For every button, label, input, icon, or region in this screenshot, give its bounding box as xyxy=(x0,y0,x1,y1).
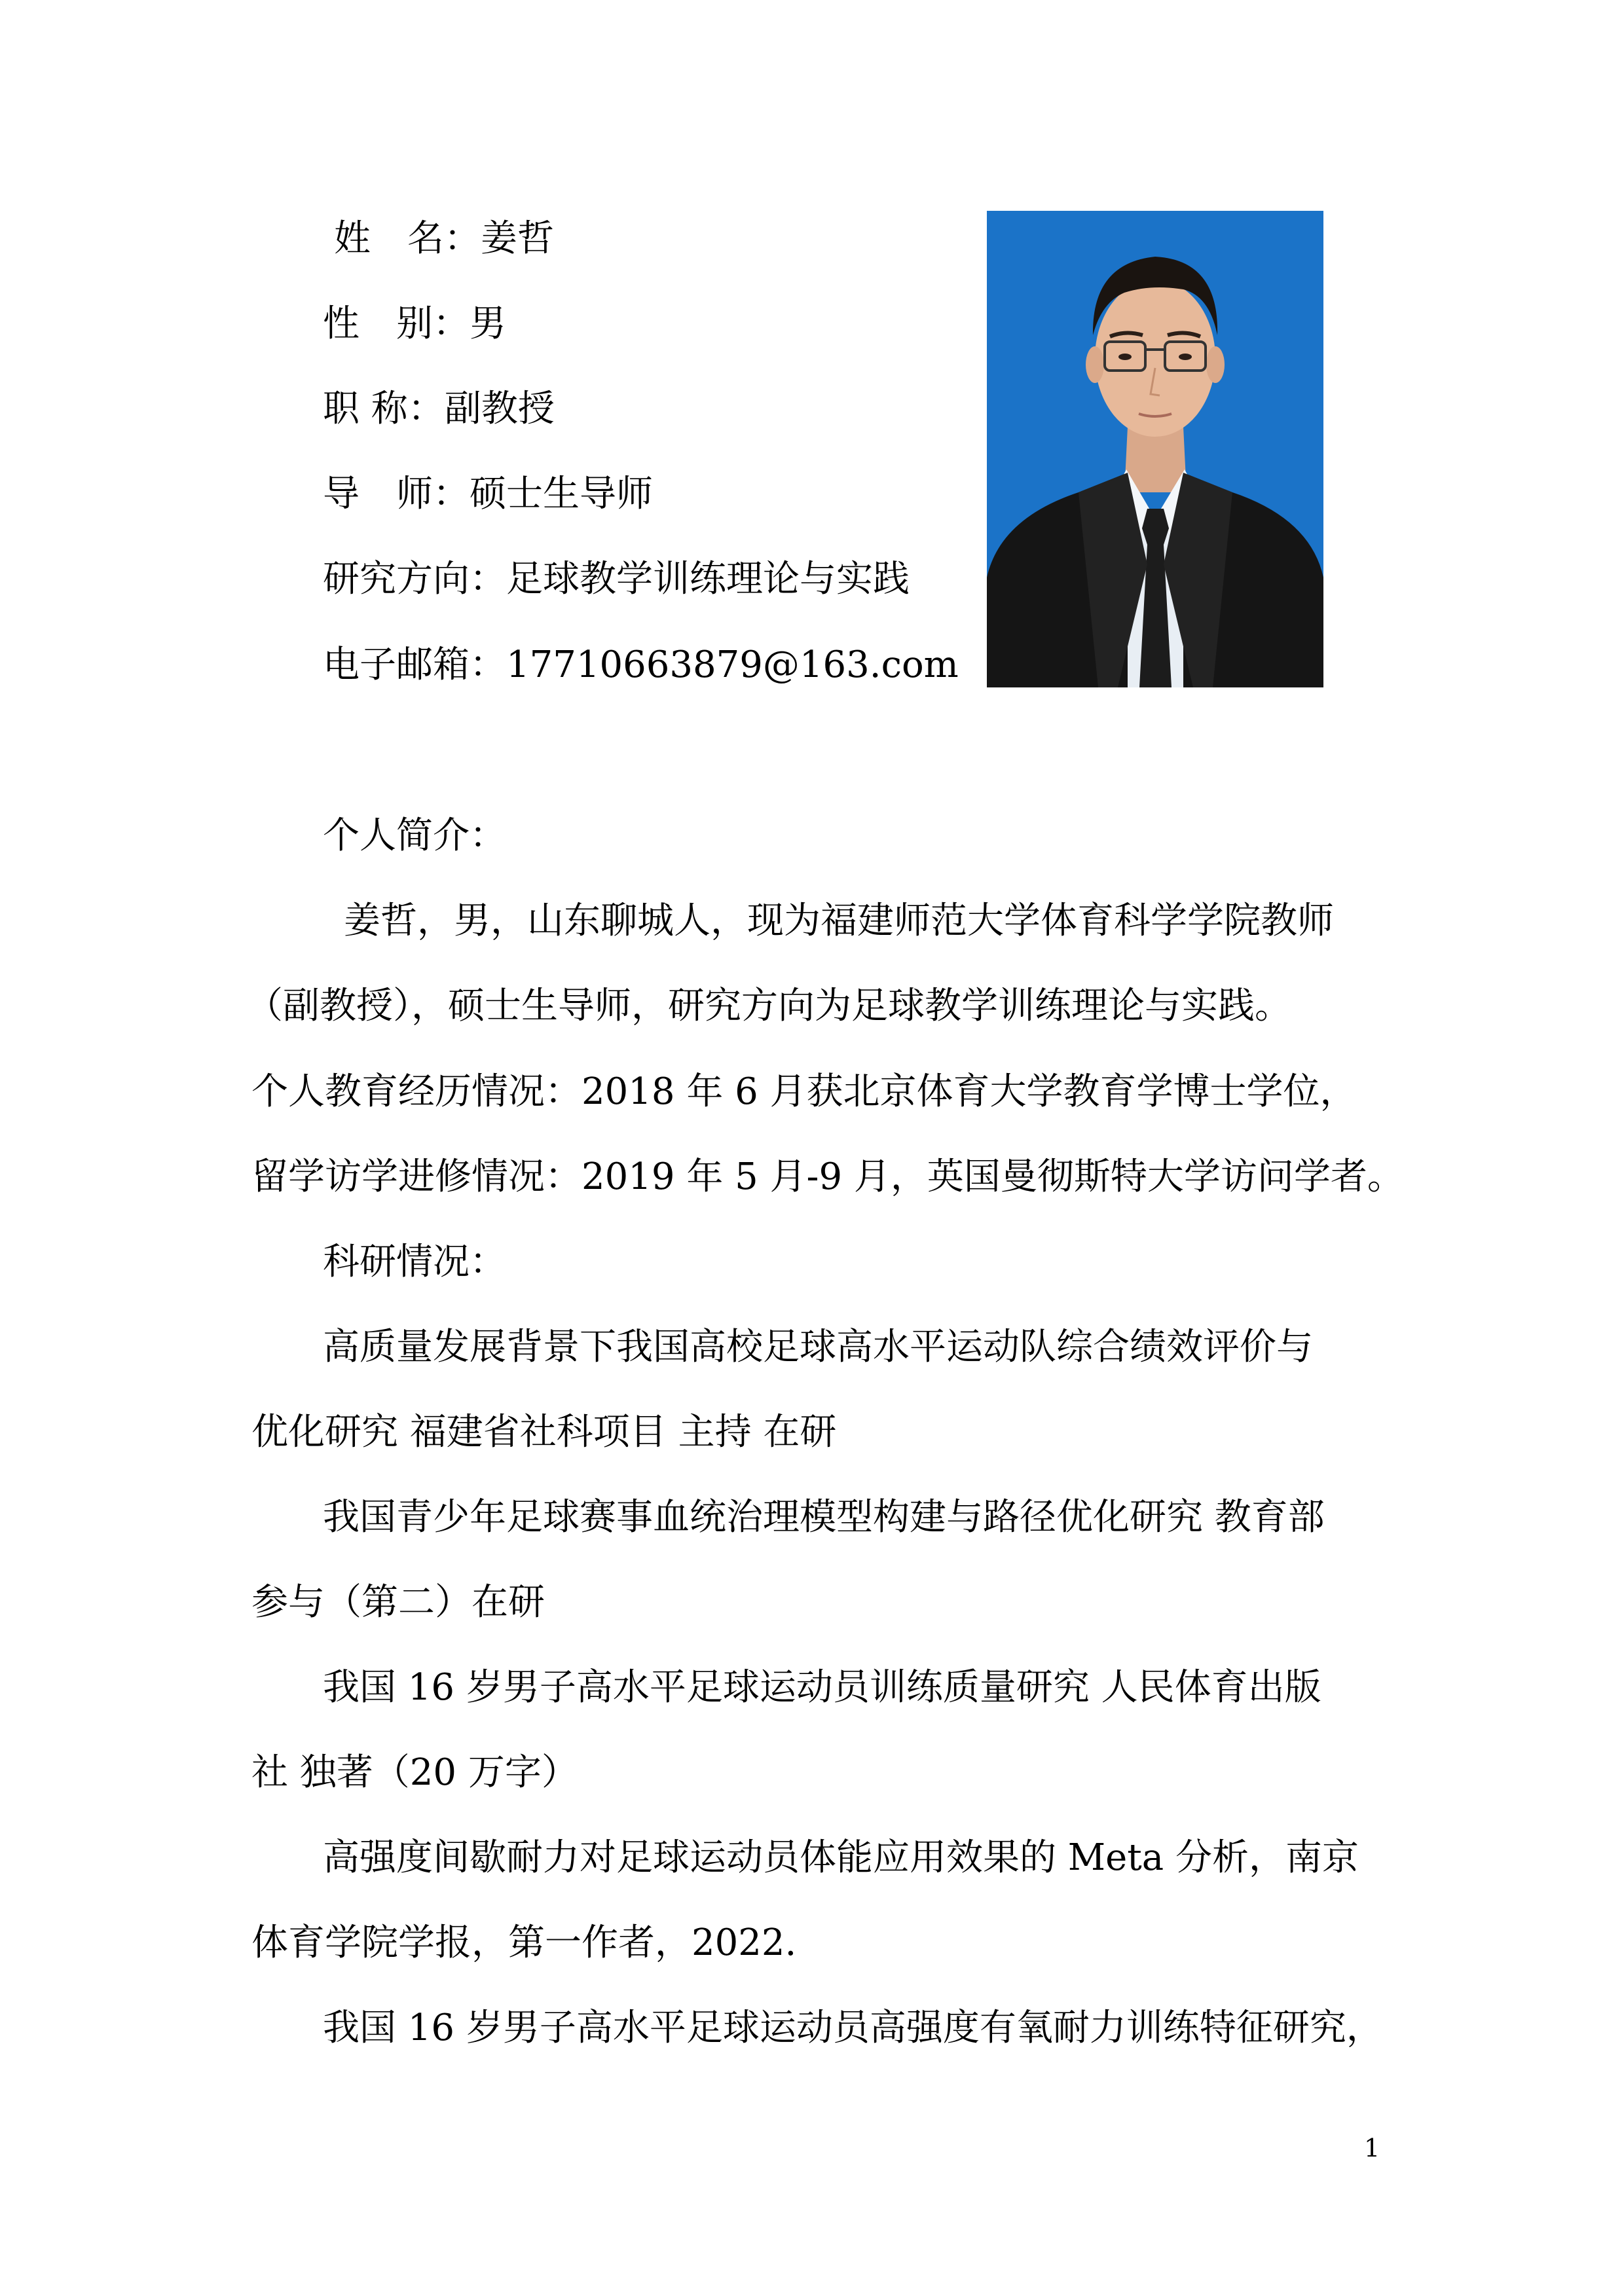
research-item-3-line-2: 社 独著（20 万字） xyxy=(251,1751,578,1794)
intro-line-1: 姜哲，男，山东聊城人，现为福建师范大学体育科学学院教师 xyxy=(344,900,1334,942)
intro-line-2: （副教授），硕士生导师，研究方向为足球教学训练理论与实践。 xyxy=(246,985,1291,1027)
gender-label: 性 别： xyxy=(323,302,470,345)
research-direction-value: 足球教学训练理论与实践 xyxy=(506,558,910,600)
abroad-study-line: 留学访学进修情况：2019 年 5 月-9 月，英国曼彻斯特大学访问学者。 xyxy=(251,1156,1404,1198)
portrait-illustration xyxy=(987,211,1323,687)
education-line: 个人教育经历情况：2018 年 6 月获北京体育大学教育学博士学位， xyxy=(251,1070,1357,1113)
gender-value: 男 xyxy=(470,302,506,345)
email-value: 17710663879@163.com xyxy=(506,644,959,686)
research-item-5-line-1: 我国 16 岁男子高水平足球运动员高强度有氧耐力训练特征研究， xyxy=(323,2007,1383,2049)
gender-row xyxy=(323,302,506,345)
name-label: 姓 名： xyxy=(334,217,481,260)
research-heading: 科研情况： xyxy=(323,1241,506,1283)
advisor-label: 导 师： xyxy=(323,473,470,515)
research-item-1-line-1: 高质量发展背景下我国高校足球高水平运动队综合绩效评价与 xyxy=(323,1326,1313,1368)
advisor-value: 硕士生导师 xyxy=(470,473,653,515)
profile-heading: 个人简介： xyxy=(323,814,506,857)
title-row xyxy=(323,388,555,430)
eye-left xyxy=(1118,354,1132,360)
page-number: 1 xyxy=(1364,2134,1380,2162)
face xyxy=(1095,280,1215,437)
eye-right xyxy=(1179,354,1192,360)
title-label: 职 称： xyxy=(323,388,445,430)
name-row xyxy=(334,217,554,260)
portrait-photo xyxy=(987,211,1323,687)
research-item-4-line-1: 高强度间歇耐力对足球运动员体能应用效果的 Meta 分析，南京 xyxy=(323,1836,1359,1879)
research-item-1-line-2: 优化研究 福建省社科项目 主持 在研 xyxy=(251,1411,837,1453)
ear-left xyxy=(1086,346,1104,383)
email-label: 电子邮箱： xyxy=(323,644,506,686)
name-value: 姜哲 xyxy=(481,217,554,260)
research-direction-row xyxy=(323,558,910,600)
research-item-2-line-2: 参与（第二）在研 xyxy=(251,1581,545,1624)
advisor-row xyxy=(323,473,653,515)
research-direction-label: 研究方向： xyxy=(323,558,506,600)
ear-right xyxy=(1206,346,1225,383)
research-item-3-line-1: 我国 16 岁男子高水平足球运动员训练质量研究 人民体育出版 xyxy=(323,1666,1321,1709)
email-row xyxy=(323,644,959,686)
research-item-2-line-1: 我国青少年足球赛事血统治理模型构建与路径优化研究 教育部 xyxy=(323,1496,1325,1539)
research-item-4-line-2: 体育学院学报，第一作者，2022. xyxy=(251,1922,797,1964)
title-value: 副教授 xyxy=(444,388,555,430)
